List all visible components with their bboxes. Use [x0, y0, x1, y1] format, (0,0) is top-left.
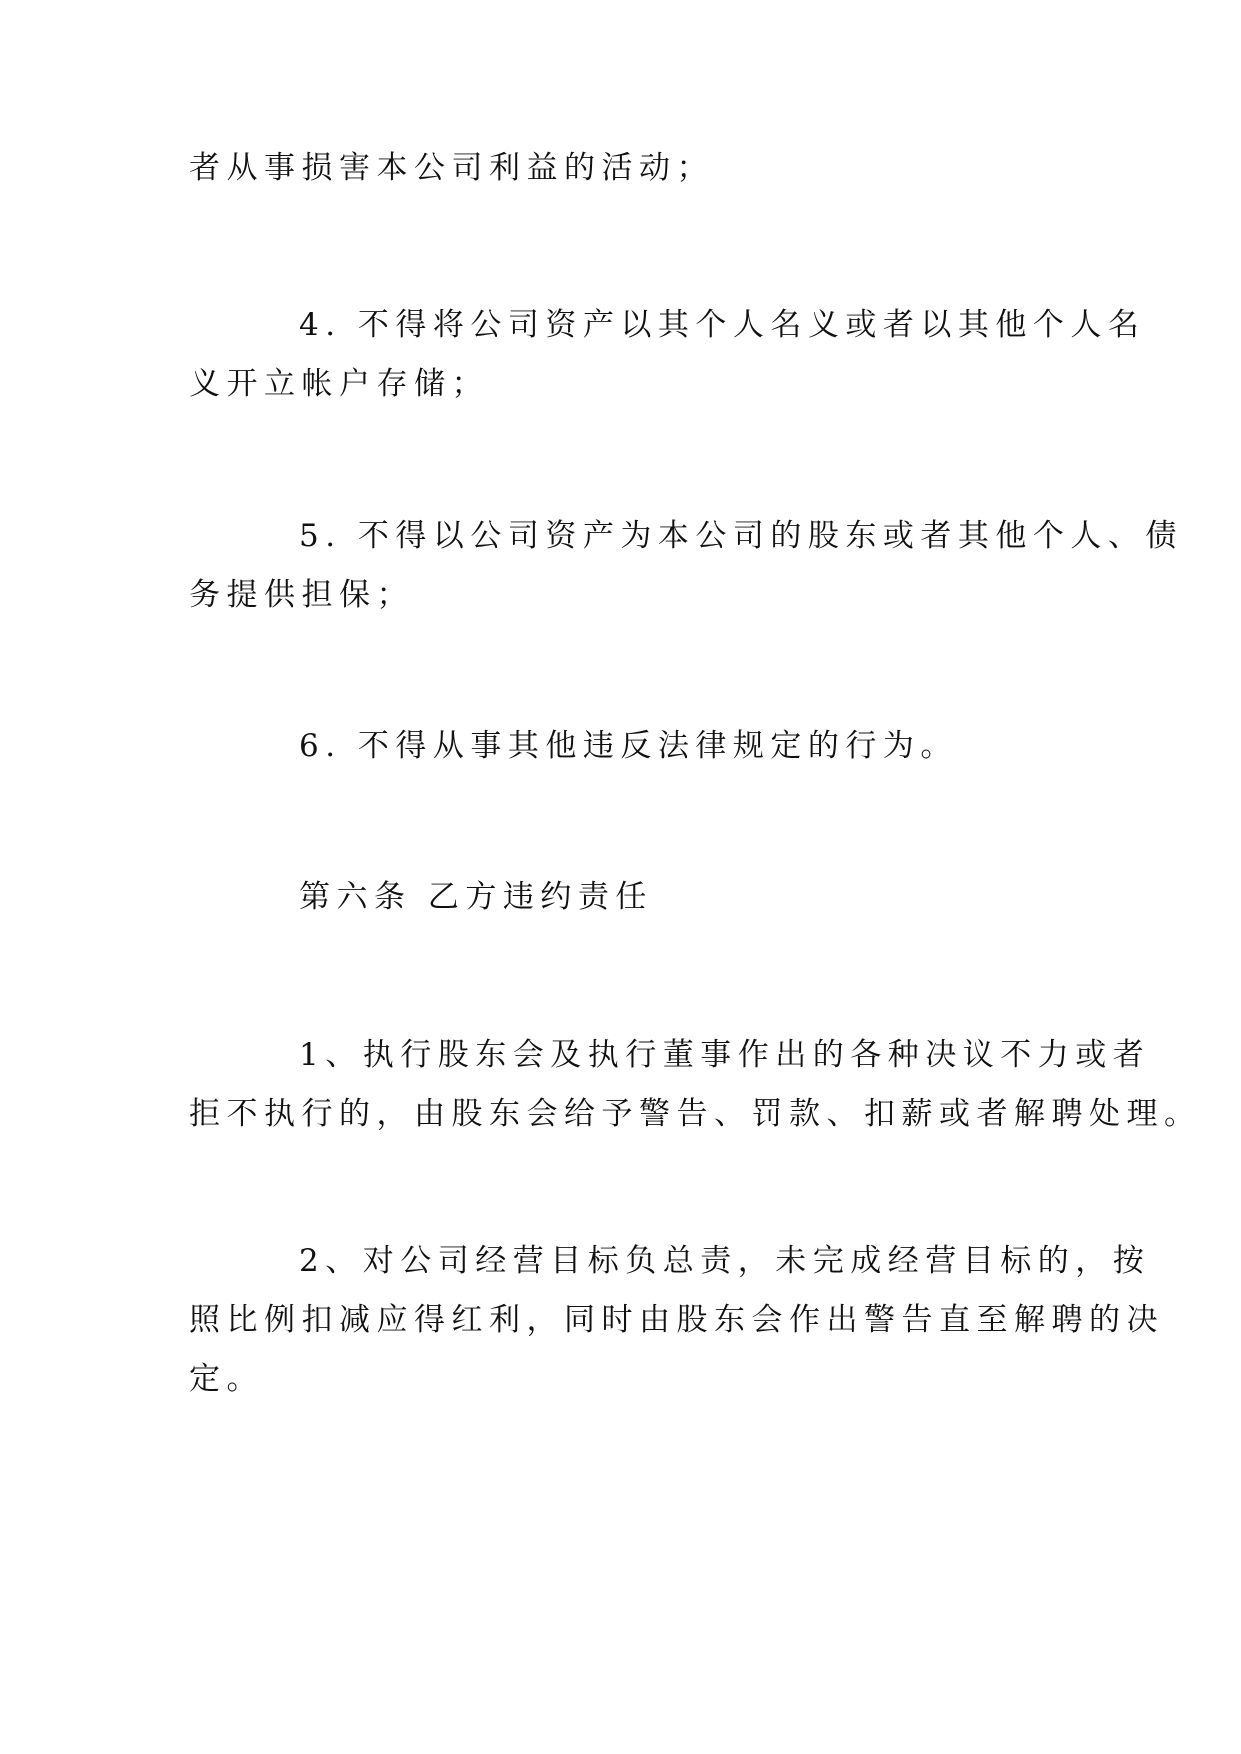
paragraph-clause-3-continuation — [189, 139, 1059, 198]
text-line: 6. 不得从事其他违反法律规定的行为。 — [299, 728, 958, 764]
heading-line: 第六条 乙方违约责任 — [299, 879, 653, 915]
text-line: 义开立帐户存储； — [189, 366, 489, 402]
paragraph-item-5 — [189, 507, 1183, 625]
text-line: 拒不执行的，由股东会给予警告、罚款、扣薪或者解聘处理。 — [189, 1096, 1202, 1132]
text-line: 务提供担保； — [189, 577, 414, 613]
paragraph-liability-2 — [189, 1232, 1164, 1409]
text-line: 1、执行股东会及执行董事作出的各种决议不力或者 — [299, 1037, 1151, 1073]
paragraph-liability-1 — [189, 1026, 1202, 1144]
paragraph-item-4 — [189, 296, 1146, 414]
text-line: 5. 不得以公司资产为本公司的股东或者其他个人、债 — [299, 518, 1183, 554]
text-line: 者从事损害本公司利益的活动； — [189, 150, 714, 186]
text-line: 照比例扣减应得红利，同时由股东会作出警告直至解聘的决 — [189, 1302, 1164, 1338]
text-line: 2、对公司经营目标负总责，未完成经营目标的，按 — [299, 1243, 1151, 1279]
paragraph-item-6 — [189, 717, 1059, 776]
section-heading-article-6 — [189, 868, 1059, 927]
text-line: 4. 不得将公司资产以其个人名义或者以其他个人名 — [299, 307, 1146, 343]
text-line: 定。 — [189, 1361, 264, 1397]
